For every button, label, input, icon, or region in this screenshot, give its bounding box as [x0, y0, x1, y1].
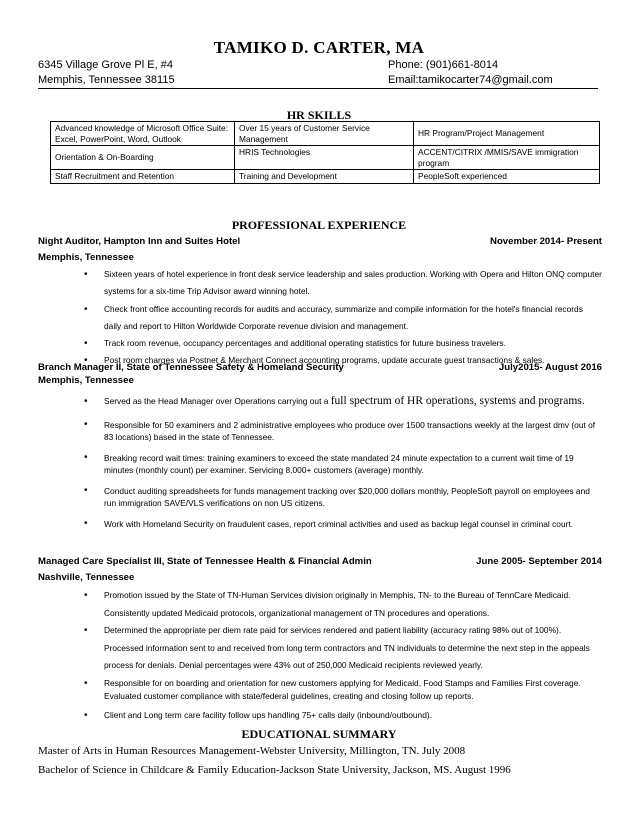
address-line-1: 6345 Village Grove Pl E, #4 — [38, 59, 173, 71]
job-header — [38, 556, 602, 567]
email: Email:tamikocarter74@gmail.com — [388, 74, 553, 86]
contact-block — [38, 58, 598, 88]
skill-cell: PeopleSoft experienced — [414, 170, 600, 184]
education-item: Bachelor of Science in Childcare & Family Education-Jackson State University, Jackson, MS. August 1996 — [38, 764, 511, 776]
education-item: Master of Arts in Human Resources Management-Webster University, Millington, TN. July 2008 — [38, 745, 466, 757]
bullet-text: Served as the Head Manager over Operations carrying out a — [104, 396, 329, 406]
skill-cell: ACCENT/CITRIX /MMIS/SAVE immigration program — [414, 146, 600, 170]
job-bullets — [84, 266, 602, 370]
list-item: • Sixteen years of hotel experience in front desk service leadership and sales production. Working with Opera and Hilton ONQ computer systems for a six-time Trip Advisor award winning hotel. — [84, 266, 602, 301]
list-item: • Breaking record wait times: training examiners to exceed the state mandated 24 minute expectation to a current wait time of 19 minutes (monthly count) per examiner. Servicing 8,000+ customers (average) monthly. — [84, 452, 602, 476]
skill-cell: Orientation & On-Boarding — [51, 146, 235, 170]
list-item: • Client and Long term care facility follow ups handling 75+ calls daily (inbound/outbound). — [84, 707, 602, 725]
experience-title: PROFESSIONAL EXPERIENCE — [231, 218, 407, 232]
job-header — [38, 362, 602, 373]
education-title: EDUCATIONAL SUMMARY — [241, 727, 397, 741]
job-title: Branch Manager II, State of Tennessee Safety & Homeland Security — [38, 362, 344, 373]
skill-cell: Over 15 years of Customer Service Management — [235, 122, 414, 146]
skills-row — [51, 170, 600, 184]
list-item — [84, 393, 602, 410]
skill-cell: HR Program/Project Management — [414, 122, 600, 146]
skill-cell: HRIS Technologies — [235, 146, 414, 170]
job-location: Nashville, Tennessee — [38, 572, 135, 583]
bullet-text-large: full spectrum of HR operations, systems and programs. — [330, 395, 585, 407]
hr-skills-table — [50, 121, 600, 184]
job-bullets — [84, 393, 602, 530]
job-title: Night Auditor, Hampton Inn and Suites Hotel — [38, 236, 241, 247]
job-dates: June 2005- September 2014 — [476, 556, 602, 567]
job-bullets — [84, 587, 602, 725]
candidate-name: TAMIKO D. CARTER, MA — [213, 38, 425, 57]
address-line-2: Memphis, Tennessee 38115 — [38, 74, 175, 86]
skills-row — [51, 122, 600, 146]
list-item: • Promotion issued by the State of TN-Human Services division originally in Memphis, TN- to the Bureau of TennCare Medicaid. Consistently updated Medicaid protocols, organizational management of TN procedures and operations. — [84, 587, 602, 622]
list-item: • Responsible for 50 examiners and 2 administrative employees who produce over 1500 transactions weekly at the largest dmv (out of 83 locations) based in the state of Tennessee. — [84, 419, 602, 443]
list-item: • Responsible for on boarding and orientation for new customers applying for Medicaid, Food Stamps and Families First coverage. Evaluated customer compliance with state/federal guidelines, creating and closing follow up reports. — [84, 677, 602, 704]
job-location: Memphis, Tennessee — [38, 375, 134, 386]
job-title: Managed Care Specialist III, State of Tennessee Health & Financial Admin — [38, 556, 372, 567]
list-item: • Check front office accounting records for audits and accuracy, summarize and compile information for the hotel's financial records daily and report to Hilton Worldwide Corporate revenue division and management. — [84, 301, 602, 336]
skill-cell: Training and Development — [235, 170, 414, 184]
skill-cell: Staff Recruitment and Retention — [51, 170, 235, 184]
job-location: Memphis, Tennessee — [38, 252, 134, 263]
phone: Phone: (901)661-8014 — [388, 59, 499, 71]
hr-skills-title: HR SKILLS — [286, 108, 352, 122]
skills-row — [51, 146, 600, 170]
list-item: • Track room revenue, occupancy percentages and additional operating statistics for future business travelers. — [84, 335, 602, 352]
list-item: • Work with Homeland Security on fraudulent cases, report criminal activities and used as backup legal counsel in criminal court. — [84, 518, 602, 530]
list-item: • Post room charges via Postnet & Merchant Connect accounting programs, update accurate guest transactions & sales. — [84, 352, 602, 369]
job-header — [38, 236, 602, 247]
job-dates: November 2014- Present — [490, 236, 602, 247]
skill-cell: Advanced knowledge of Microsoft Office Suite: Excel, PowerPoint, Word, Outlook — [51, 122, 235, 146]
header-divider — [38, 88, 598, 89]
list-item: • Determined the appropriate per diem rate paid for services rendered and patient liability (accuracy rating 98% out of 100%). Processed information sent to and received from long term contractors and TN individuals to determine the next step in the appeals process for denials. Denial percentages were 43% out of 250,000 Medicaid recipients reviewed yearly. — [84, 622, 602, 675]
list-item: • Conduct auditing spreadsheets for funds management tracking over $20,000 dollars monthly, PeopleSoft payroll on employees and run immigration SAVE/VLS verifications on non US citizens. — [84, 485, 602, 509]
job-dates: July2015- August 2016 — [498, 362, 602, 373]
